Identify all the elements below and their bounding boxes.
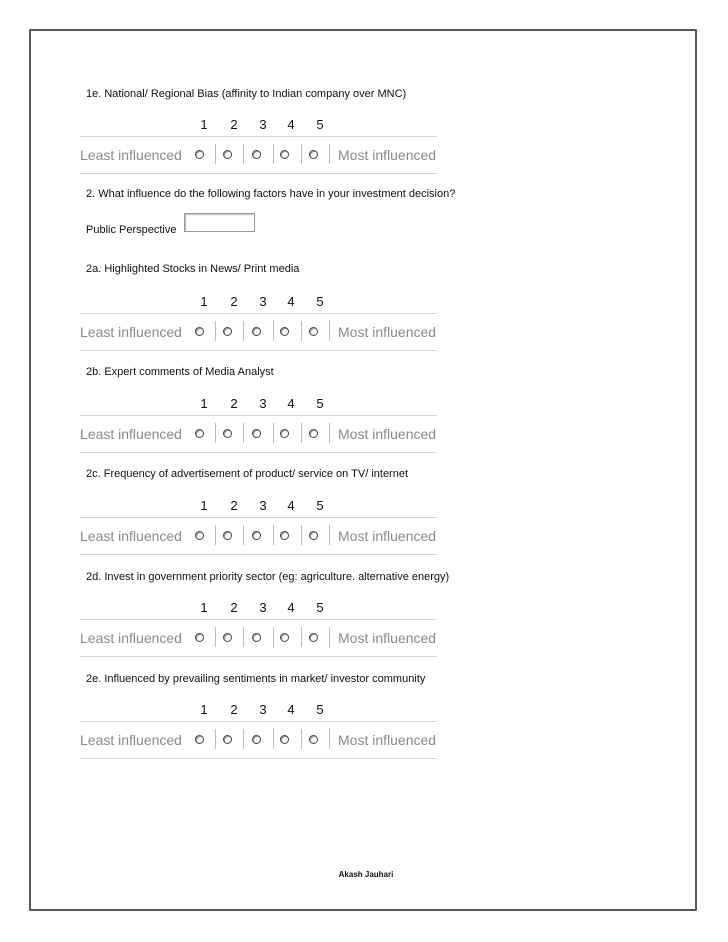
radio-1e-2[interactable]: [223, 150, 232, 159]
scale-number-5: 5: [316, 294, 324, 309]
most-influenced-label: Most influenced: [338, 324, 437, 340]
scale-number-2: 2: [230, 702, 238, 717]
radio-2e-1[interactable]: [195, 735, 204, 744]
scale-number-5: 5: [316, 702, 324, 717]
radio-2c-2[interactable]: [223, 531, 232, 540]
public-perspective-input[interactable]: [184, 213, 255, 232]
radio-2a-4[interactable]: [280, 327, 289, 336]
question-2e-label: 2e. Influenced by prevailing sentiments in market/ investor community: [86, 673, 426, 685]
radio-2c-5[interactable]: [309, 531, 318, 540]
radio-2e-3[interactable]: [252, 735, 261, 744]
least-influenced-label: Least influenced: [80, 528, 182, 544]
least-influenced-label: Least influenced: [80, 324, 182, 340]
scale-number-5: 5: [316, 600, 324, 615]
radio-1e-1[interactable]: [195, 150, 204, 159]
scale-number-2: 2: [230, 600, 238, 615]
most-influenced-label: Most influenced: [338, 528, 437, 544]
most-influenced-label: Most influenced: [338, 426, 437, 442]
radio-2b-2[interactable]: [223, 429, 232, 438]
scale-number-4: 4: [287, 396, 295, 411]
radio-2a-2[interactable]: [223, 327, 232, 336]
scale-number-1: 1: [200, 117, 208, 132]
radio-2d-4[interactable]: [280, 633, 289, 642]
scale-number-4: 4: [287, 702, 295, 717]
scale-numbers: [0, 600, 728, 618]
scale-number-3: 3: [259, 396, 267, 411]
scale-number-2: 2: [230, 498, 238, 513]
scale-numbers: [0, 702, 728, 720]
scale-number-1: 1: [200, 702, 208, 717]
radio-2c-4[interactable]: [280, 531, 289, 540]
scale-number-1: 1: [200, 294, 208, 309]
scale-numbers: [0, 396, 728, 414]
radio-2a-5[interactable]: [309, 327, 318, 336]
scale-number-4: 4: [287, 117, 295, 132]
scale-number-5: 5: [316, 396, 324, 411]
radio-2b-3[interactable]: [252, 429, 261, 438]
least-influenced-label: Least influenced: [80, 147, 182, 163]
scale-number-3: 3: [259, 702, 267, 717]
scale-number-1: 1: [200, 396, 208, 411]
radio-1e-3[interactable]: [252, 150, 261, 159]
scale-number-3: 3: [259, 117, 267, 132]
most-influenced-label: Most influenced: [338, 732, 437, 748]
scale-number-1: 1: [200, 600, 208, 615]
radio-1e-5[interactable]: [309, 150, 318, 159]
radio-2b-4[interactable]: [280, 429, 289, 438]
radio-2e-2[interactable]: [223, 735, 232, 744]
scale-number-1: 1: [200, 498, 208, 513]
question-2a-label: 2a. Highlighted Stocks in News/ Print media: [86, 263, 300, 275]
radio-2a-3[interactable]: [252, 327, 261, 336]
rating-scale-1e: [80, 136, 437, 174]
scale-number-3: 3: [259, 498, 267, 513]
most-influenced-label: Most influenced: [338, 630, 437, 646]
radio-2e-5[interactable]: [309, 735, 318, 744]
least-influenced-label: Least influenced: [80, 426, 182, 442]
radio-2c-3[interactable]: [252, 531, 261, 540]
radio-2d-2[interactable]: [223, 633, 232, 642]
rating-scale-2e: [80, 721, 437, 759]
scale-number-5: 5: [316, 117, 324, 132]
question-2-label: 2. What influence do the following factors have in your investment decision?: [86, 188, 456, 200]
public-perspective-label: Public Perspective: [86, 224, 177, 236]
radio-2a-1[interactable]: [195, 327, 204, 336]
radio-1e-4[interactable]: [280, 150, 289, 159]
question-2b-label: 2b. Expert comments of Media Analyst: [86, 366, 274, 378]
scale-number-2: 2: [230, 396, 238, 411]
radio-2d-1[interactable]: [195, 633, 204, 642]
scale-numbers: [0, 294, 728, 312]
radio-2b-5[interactable]: [309, 429, 318, 438]
scale-numbers: [0, 498, 728, 516]
scale-number-4: 4: [287, 600, 295, 615]
most-influenced-label: Most influenced: [338, 147, 437, 163]
scale-number-2: 2: [230, 117, 238, 132]
radio-2e-4[interactable]: [280, 735, 289, 744]
rating-scale-2c: [80, 517, 437, 555]
radio-2b-1[interactable]: [195, 429, 204, 438]
scale-number-3: 3: [259, 600, 267, 615]
rating-scale-2d: [80, 619, 437, 657]
question-2d-label: 2d. Invest in government priority sector (eg: agriculture. alternative energy): [86, 571, 450, 583]
radio-2c-1[interactable]: [195, 531, 204, 540]
scale-number-2: 2: [230, 294, 238, 309]
footer-author: Akash Jauhari: [338, 870, 394, 879]
scale-numbers: [0, 117, 728, 135]
rating-scale-2a: [80, 313, 437, 351]
question-1e-label: 1e. National/ Regional Bias (affinity to Indian company over MNC): [86, 88, 407, 100]
scale-number-3: 3: [259, 294, 267, 309]
scale-number-4: 4: [287, 498, 295, 513]
least-influenced-label: Least influenced: [80, 732, 182, 748]
radio-2d-5[interactable]: [309, 633, 318, 642]
scale-number-5: 5: [316, 498, 324, 513]
rating-scale-2b: [80, 415, 437, 453]
scale-number-4: 4: [287, 294, 295, 309]
least-influenced-label: Least influenced: [80, 630, 182, 646]
radio-2d-3[interactable]: [252, 633, 261, 642]
question-2c-label: 2c. Frequency of advertisement of product/ service on TV/ internet: [86, 468, 409, 480]
